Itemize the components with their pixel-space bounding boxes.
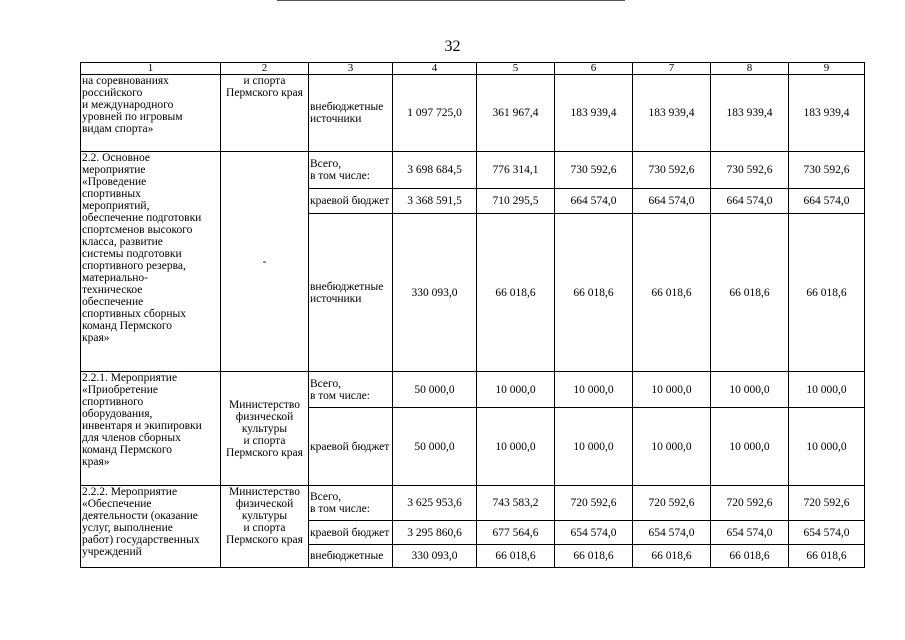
table-row <box>81 486 865 521</box>
measure-name-cell: 2.2.2. Мероприятие «Обеспечение деятельности (оказание услуг, выполнение работ) государственных учреждений <box>81 486 221 568</box>
value-cell: 66 018,6 <box>555 214 633 372</box>
value-cell: 10 000,0 <box>633 372 711 408</box>
value-cell: 664 574,0 <box>555 189 633 214</box>
funding-source-cell: внебюджетные <box>309 545 393 568</box>
value-cell: 720 592,6 <box>633 486 711 521</box>
value-cell: 66 018,6 <box>555 545 633 568</box>
measure-name-cell: 2.2. Основное мероприятие «Проведение спортивных мероприятий, обеспечение подготовки спортсменов высокого класса, развитие системы подготовки спортивного резерва, материально- техническое обеспечение спортивных сборных команд Пермского края» <box>81 152 221 372</box>
funding-source-cell: Всего, в том числе: <box>309 486 393 521</box>
value-cell: 1 097 725,0 <box>393 75 477 152</box>
value-cell: 664 574,0 <box>789 189 865 214</box>
value-cell: 664 574,0 <box>711 189 789 214</box>
value-cell: 66 018,6 <box>633 214 711 372</box>
column-number: 8 <box>711 63 789 75</box>
top-rule <box>277 0 625 1</box>
value-cell: 66 018,6 <box>633 545 711 568</box>
table-row <box>81 152 865 189</box>
executor-cell: и спорта Пермского края <box>221 75 309 152</box>
value-cell: 3 295 860,6 <box>393 521 477 545</box>
value-cell: 3 625 953,6 <box>393 486 477 521</box>
value-cell: 720 592,6 <box>555 486 633 521</box>
funding-source-cell: краевой бюджет <box>309 408 393 486</box>
column-number: 2 <box>221 63 309 75</box>
table-row <box>81 75 865 152</box>
column-number: 1 <box>81 63 221 75</box>
page-number: 32 <box>444 38 461 55</box>
value-cell: 361 967,4 <box>477 75 555 152</box>
value-cell: 720 592,6 <box>789 486 865 521</box>
value-cell: 677 564,6 <box>477 521 555 545</box>
value-cell: 66 018,6 <box>789 545 865 568</box>
value-cell: 3 698 684,5 <box>393 152 477 189</box>
measure-name-cell: 2.2.1. Мероприятие «Приобретение спортивного оборудования, инвентаря и экипировки для членов сборных команд Пермского края» <box>81 372 221 486</box>
value-cell: 183 939,4 <box>555 75 633 152</box>
value-cell: 10 000,0 <box>711 408 789 486</box>
value-cell: 654 574,0 <box>789 521 865 545</box>
value-cell: 10 000,0 <box>555 408 633 486</box>
funding-source-cell: внебюджетные источники <box>309 75 393 152</box>
column-number: 5 <box>477 63 555 75</box>
executor-cell: Министерство физической культуры и спорта Пермского края <box>221 486 309 568</box>
value-cell: 183 939,4 <box>711 75 789 152</box>
value-cell: 730 592,6 <box>789 152 865 189</box>
value-cell: 654 574,0 <box>633 521 711 545</box>
column-number: 7 <box>633 63 711 75</box>
value-cell: 66 018,6 <box>477 214 555 372</box>
value-cell: 776 314,1 <box>477 152 555 189</box>
value-cell: 743 583,2 <box>477 486 555 521</box>
column-number: 3 <box>309 63 393 75</box>
value-cell: 66 018,6 <box>789 214 865 372</box>
funding-source-cell: внебюджетные источники <box>309 214 393 372</box>
value-cell: 10 000,0 <box>789 372 865 408</box>
funding-source-cell: краевой бюджет <box>309 521 393 545</box>
column-number: 6 <box>555 63 633 75</box>
value-cell: 710 295,5 <box>477 189 555 214</box>
value-cell: 183 939,4 <box>789 75 865 152</box>
value-cell: 50 000,0 <box>393 372 477 408</box>
column-number: 9 <box>789 63 865 75</box>
executor-cell: - <box>221 152 309 372</box>
funding-source-cell: Всего, в том числе: <box>309 372 393 408</box>
value-cell: 730 592,6 <box>633 152 711 189</box>
value-cell: 10 000,0 <box>477 372 555 408</box>
value-cell: 183 939,4 <box>633 75 711 152</box>
funding-source-cell: Всего, в том числе: <box>309 152 393 189</box>
funding-source-cell: краевой бюджет <box>309 189 393 214</box>
value-cell: 66 018,6 <box>711 214 789 372</box>
value-cell: 664 574,0 <box>633 189 711 214</box>
value-cell: 10 000,0 <box>555 372 633 408</box>
column-number: 4 <box>393 63 477 75</box>
table-row <box>81 372 865 408</box>
value-cell: 10 000,0 <box>477 408 555 486</box>
column-number-row <box>81 63 865 75</box>
value-cell: 654 574,0 <box>555 521 633 545</box>
value-cell: 720 592,6 <box>711 486 789 521</box>
value-cell: 330 093,0 <box>393 214 477 372</box>
value-cell: 654 574,0 <box>711 521 789 545</box>
executor-cell: Министерство физической культуры и спорта Пермского края <box>221 372 309 486</box>
value-cell: 3 368 591,5 <box>393 189 477 214</box>
value-cell: 50 000,0 <box>393 408 477 486</box>
value-cell: 10 000,0 <box>633 408 711 486</box>
value-cell: 10 000,0 <box>711 372 789 408</box>
value-cell: 730 592,6 <box>555 152 633 189</box>
value-cell: 66 018,6 <box>711 545 789 568</box>
measure-name-cell: на соревнованиях российского и международного уровней по игровым видам спорта» <box>81 75 221 152</box>
value-cell: 730 592,6 <box>711 152 789 189</box>
budget-table <box>80 62 865 568</box>
value-cell: 66 018,6 <box>477 545 555 568</box>
value-cell: 10 000,0 <box>789 408 865 486</box>
value-cell: 330 093,0 <box>393 545 477 568</box>
